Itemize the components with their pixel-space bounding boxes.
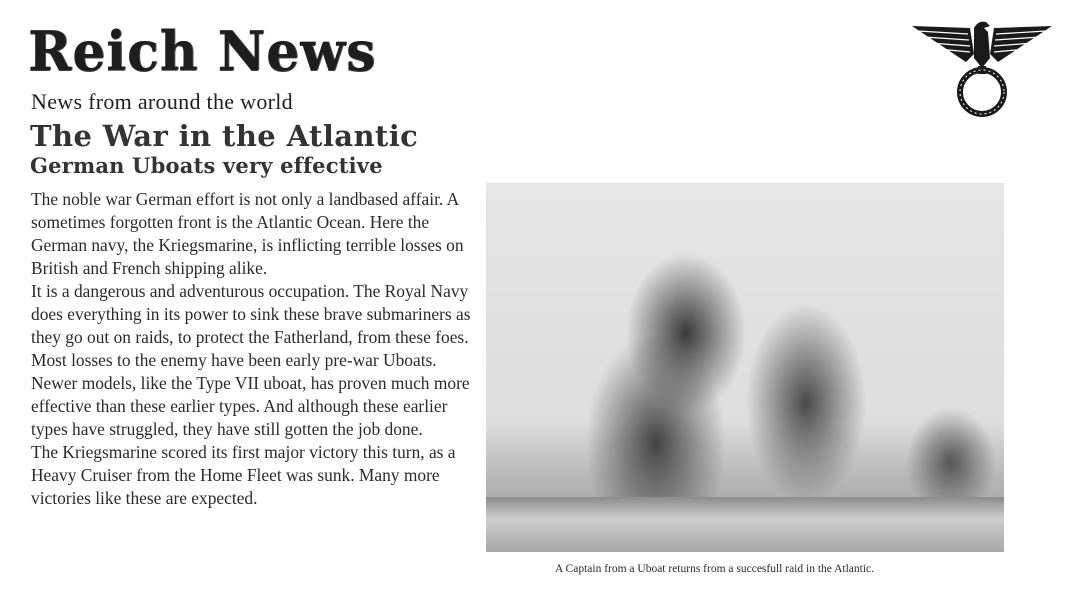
article-headline: The War in the Atlantic (30, 119, 419, 153)
article-subheadline: German Uboats very effective (30, 153, 383, 178)
article-body (31, 188, 476, 510)
conning-tower-edge (486, 497, 1004, 552)
article-paragraph: It is a dangerous and adventurous occupation. The Royal Navy does everything in its power to sink these brave submariners as they go out on raids, to protect the Fatherland, from these foes. (31, 281, 471, 347)
masthead-tagline: News from around the world (31, 89, 293, 114)
article-paragraph: The noble war German effort is not only a landbased affair. A sometimes forgotten front is the Atlantic Ocean. Here the German navy, the Kriegsmarine, is inflicting terrible losses on British and French shipping alike. (31, 189, 464, 278)
article-photo (486, 183, 1004, 552)
photo-caption: A Captain from a Uboat returns from a succesfull raid in the Atlantic. (555, 563, 875, 575)
eagle-emblem-icon (908, 18, 1056, 118)
eagle-emblem-graphic (908, 18, 1056, 118)
article-paragraph: Most losses to the enemy have been early pre-war Uboats. Newer models, like the Type VII uboat, has proven much more effective than these earlier types. And although these earlier types have struggled, they have still gotten the job done. (31, 350, 470, 439)
article-paragraph: The Kriegsmarine scored its first major victory this turn, as a Heavy Cruiser from the Home Fleet was sunk. Many more victories like these are expected. (31, 442, 456, 508)
masthead-title: Reich News (28, 19, 377, 84)
